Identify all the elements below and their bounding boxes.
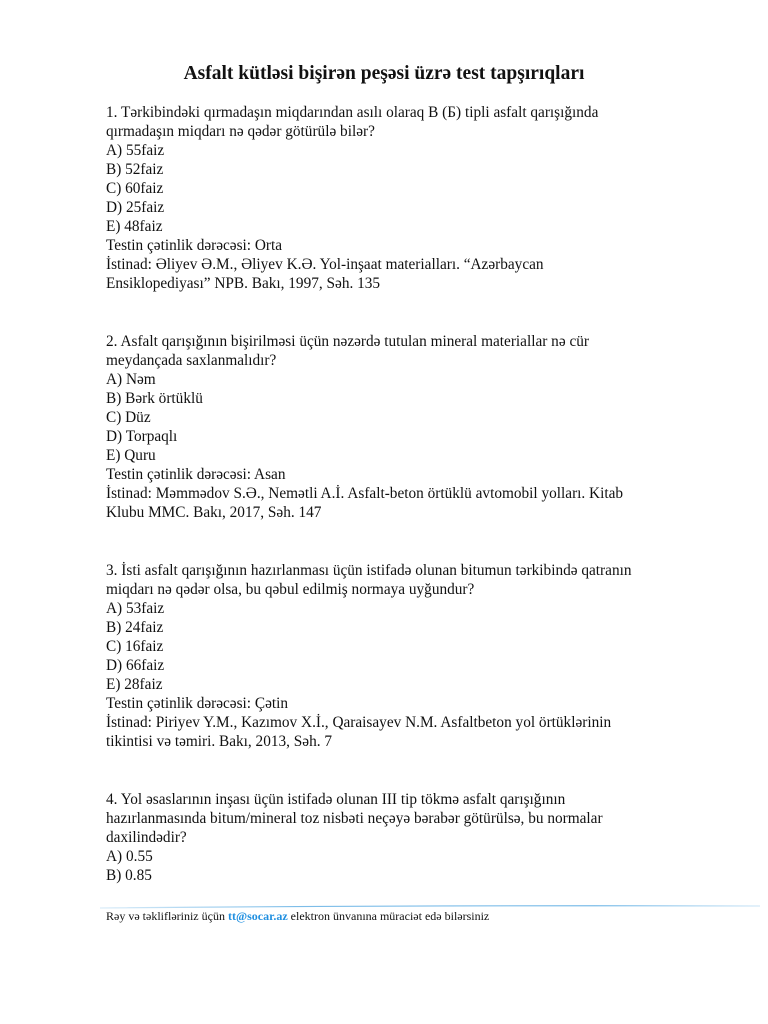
question-3-reference-line-1: İstinad: Piriyev Y.M., Kazımov X.İ., Qaraisayev N.M. Asfaltbeton yol örtüklərinin: [106, 714, 612, 731]
question-3-text-line-2: miqdarı nə qədər olsa, bu qəbul edilmiş normaya uyğundur?: [106, 581, 475, 598]
question-4-option-b: B) 0.85: [106, 867, 152, 884]
footer-text-after: elektron ünvanına müraciət edə bilərsiniz: [287, 909, 490, 923]
question-2-option-d: D) Torpaqlı: [106, 428, 178, 445]
question-3-option-d: D) 66faiz: [106, 657, 165, 674]
question-3-option-a: A) 53faiz: [106, 600, 165, 617]
question-3-text: [106, 561, 706, 599]
question-1-difficulty: Testin çətinlik dərəcəsi: Orta: [106, 237, 283, 254]
question-3-reference-line-2: tikintisi və təmiri. Bakı, 2013, Səh. 7: [106, 733, 333, 750]
question-3-difficulty: Testin çətinlik dərəcəsi: Çətin: [106, 695, 289, 712]
question-1: [106, 103, 706, 293]
question-2-text-line-1: 2. Asfalt qarışığının bişirilməsi üçün nəzərdə tutulan mineral materiallar nə cür: [106, 333, 589, 350]
question-2-reference-line-1: İstinad: Məmmədov S.Ə., Nemətli A.İ. Asfalt-beton örtüklü avtomobil yolları. Kitab: [106, 485, 624, 502]
question-1-reference-line-1: İstinad: Əliyev Ə.M., Əliyev K.Ə. Yol-inşaat materialları. “Azərbaycan: [106, 256, 544, 273]
question-3-reference: [106, 713, 706, 751]
footer-email-link[interactable]: tt@socar.az: [227, 909, 288, 923]
footer-note: [106, 909, 489, 924]
question-1-option-b: B) 52faiz: [106, 161, 164, 178]
question-1-text-line-1: 1. Tərkibindəki qırmadaşın miqdarından asılı olaraq B (Б) tipli asfalt qarışığında: [106, 104, 599, 121]
question-4-text-line-3: daxilindədir?: [106, 829, 187, 846]
question-4-option-a: A) 0.55: [106, 848, 153, 865]
question-3-option-c: C) 16faiz: [106, 638, 164, 655]
question-3-option-e: E) 28faiz: [106, 676, 163, 693]
question-1-text-line-2: qırmadaşın miqdarı nə qədər götürülə bilər?: [106, 123, 375, 140]
question-1-option-d: D) 25faiz: [106, 199, 165, 216]
question-4: [106, 790, 706, 885]
question-4-text-line-1: 4. Yol əsaslarının inşası üçün istifadə olunan III tip tökmə asfalt qarışığının: [106, 791, 566, 808]
question-4-text: [106, 790, 706, 847]
question-2-option-c: C) Düz: [106, 409, 151, 426]
question-2-text: [106, 332, 706, 370]
question-2: [106, 332, 706, 522]
question-2-reference-line-2: Klubu MMC. Bakı, 2017, Səh. 147: [106, 504, 322, 521]
question-2-option-e: E) Quru: [106, 447, 156, 464]
question-1-reference-line-2: Ensiklopediyası” NPB. Bakı, 1997, Səh. 135: [106, 275, 381, 292]
question-2-text-line-2: meydançada saxlanmalıdır?: [106, 352, 277, 369]
question-1-reference: [106, 255, 706, 293]
question-2-option-a: A) Nəm: [106, 371, 156, 388]
question-1-option-c: C) 60faiz: [106, 180, 164, 197]
question-1-option-a: A) 55faiz: [106, 142, 165, 159]
question-1-text: [106, 103, 706, 141]
footer-text-before: Rəy və təklifləriniz üçün: [106, 909, 228, 923]
question-4-text-line-2: hazırlanmasında bitum/mineral toz nisbəti neçəyə bərabər götürülsə, bu normalar: [106, 810, 603, 827]
question-1-option-e: E) 48faiz: [106, 218, 163, 235]
question-2-option-b: B) Bərk örtüklü: [106, 390, 203, 407]
question-3: [106, 561, 706, 751]
question-list: [106, 103, 706, 885]
question-2-reference: [106, 484, 706, 522]
question-3-text-line-1: 3. İsti asfalt qarışığının hazırlanması üçün istifadə olunan bitumun tərkibində qatranın: [106, 562, 632, 579]
question-3-option-b: B) 24faiz: [106, 619, 164, 636]
document-title: Asfalt kütləsi bişirən peşəsi üzrə test tapşırıqları: [183, 63, 585, 84]
question-2-difficulty: Testin çətinlik dərəcəsi: Asan: [106, 466, 286, 483]
